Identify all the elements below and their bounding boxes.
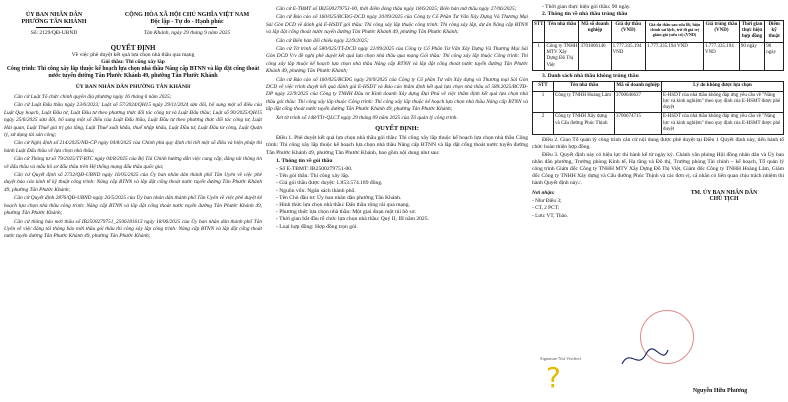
table-header-cell: Điểm kỹ thuật (765, 20, 784, 42)
table-cell: 1.777.335.194 VND (703, 42, 739, 70)
recipient-item: - CT, 2 PCT; (532, 205, 559, 212)
signature-block (664, 190, 784, 220)
table-header-cell: Mã số doanh nghiệp (615, 82, 662, 91)
table-cell: 2 (533, 113, 554, 135)
table-row (533, 42, 784, 70)
table-cell: 3700674715 (615, 113, 662, 135)
legal-basis-paragraph: Căn cứ E-TBMT số IB2500279751-00, thời điểm đóng thầu ngày 18/6/2025; Biên bản mở thầu ngày 27/06/2025; (276, 6, 517, 12)
bid-package-name: Gói thầu: Thi công xây lắp (101, 59, 165, 65)
article-2: Điều 2. Giao Tổ quản lý công trình căn cứ nội dung được phê duyệt tại Điều 1 Quyết định này, tiến hành tổ chức hoàn thiện hợp đồng. (532, 137, 784, 151)
bid-info-item: - Tên Chủ đầu tư: Ủy ban nhân dân phường Tân Khánh. (276, 194, 402, 201)
table-row (533, 113, 784, 135)
section-losers-heading: 3. Danh sách nhà thầu không trúng thầu (542, 72, 639, 79)
table-header-cell: Giá trúng thầu (VND) (703, 20, 739, 42)
table-header-cell: Mã số doanh nghiệp (579, 20, 611, 42)
legal-basis-paragraph: Căn cứ thông báo mời thầu số IB2500279751_2506181613 ngày 18/06/2025 của Ủy ban nhân dân thành phố Tân Uyên về việc đăng tải thông báo mời thầu gói thầu thi công xây lắp công trình: Nâng cấp BTNN và lắp đặt cống thoát nước tuyến đường Tân Phước Khánh 49, phường Tân Phước Khánh; (4, 218, 262, 240)
bid-info-item: - Thời gian bắt đầu tổ chức lựa chọn nhà thầu: Quý II, III năm 2025. (276, 216, 429, 223)
legal-basis-paragraph: Căn cứ Biên bản đối chiếu ngày 22/9/2025; (276, 37, 369, 44)
document-subject: Về việc phê duyệt kết quả lựa chọn nhà thầu qua mạng (71, 52, 195, 58)
table-cell: 1.777.335.194 VND (611, 42, 646, 70)
table-cell: E-HSDT của nhà thầu không đáp ứng yêu cầu về "Năng lực và kinh nghiệm" theo quy định của E-HSMT được phê duyệt (662, 91, 784, 113)
motto-underline (157, 27, 217, 28)
document-date: Tân Khánh, ngày 29 tháng 9 năm 2025 (143, 30, 231, 36)
authority-heading: ỦY BAN NHÂN DÂN PHƯỜNG TÂN KHÁNH (75, 84, 191, 90)
signer-name: Nguyễn Hữu Phương (692, 388, 748, 394)
column-left (4, 0, 262, 402)
table-cell: Công ty TNHH Hoàng Lâm (554, 91, 615, 113)
legal-basis-paragraph: Căn cứ Báo cáo số 160/025/BCĐG ngày 20/9/2025 của Công ty Cổ phần Tư vấn Xây dựng và Thương mại Sài Gòn DCD về việc trình duyệt kết quả đánh giá E-HSDT và Báo cáo thẩm định kết quả lựa chọn nhà thầu số 589.2025/BCTĐ-DP ngày 22/9/2025 của Công ty TNHH Đầu tư Kinh doanh Xây dựng Đại Phú về việc thẩm định kết quả lựa chọn nhà thầu gói thầu: Thi công xây lắp thuộc Công trình: Thi công xây lắp thuộc kế hoạch lựa chọn nhà thầu Nâng cấp BTNN và lắp đặt cống thoát nước tuyến đường Tân Phước Khánh 49, phường Tân Phước Khánh; (266, 76, 528, 113)
bid-info-item: - Tên gói thầu: Thi công xây lắp. (276, 173, 350, 180)
signature-role: CHỦ TỊCH (709, 196, 739, 203)
signature-on-behalf: TM. ỦY BAN NHÂN DÂN (690, 190, 758, 197)
bid-info-item: - Hình thức lựa chọn nhà thầu: Đấu thầu rộng rãi qua mạng. (276, 201, 410, 208)
table-header-cell: Thời gian thực hiện hợp đồng (739, 20, 764, 42)
table-header-cell: Lý do không được lựa chọn (662, 82, 784, 91)
table-header-row (533, 82, 784, 91)
article-3: Điều 3. Quyết định này có hiệu lực thi hành kể từ ngày ký. Chánh văn phòng Hội đồng nhân dân và Ủy ban nhân dân phường, Trưởng phòng Kinh tế, Hạ tầng và Đô thị, Trưởng phòng Tài chính – kế hoạch, Tổ quản lý công trình Giám đốc Công ty TNHH MTV Xây Dựng Đồ Thị Việt, Giám đốc Công ty TNHH Hoàng Lâm, Giám đốc Công ty TNHH Xây dựng và Cấu đường Phúc Thịnh và các đơn vị, cá nhân có liên quan chịu trách nhiệm thi hành Quyết định này./. (532, 152, 784, 187)
decides-heading: QUYẾT ĐỊNH: (375, 125, 419, 133)
question-mark-icon (540, 361, 576, 391)
table-cell: Công ty TNHH MTV Xây Dựng Đồ Thị Việt (545, 42, 579, 70)
issuing-agency (4, 12, 104, 28)
article-1: Điều 1. Phê duyệt kết quả lựa chọn nhà thầu gói thầu: Thi công xây lắp thuộc kế hoạch lựa chọn nhà thầu Công trình: Thi công xây lắp thuộc kế hoạch lựa chọn nhà thầu Nâng cấp BTNN và lắp đặt cống thoát nước tuyến đường Tân Phước Khánh 49, phường Tân Phước Khánh, bao gồm nội dung như sau: (266, 135, 528, 156)
table-header-cell: Tên nhà thầu (554, 82, 615, 91)
agency-line-2: PHƯỜNG TÂN KHÁNH (21, 19, 87, 25)
table-header-cell: Giá dự thầu (VND) (611, 20, 646, 42)
bid-info-item: - Giá gói thầu được duyệt: 1.853.574.189 đồng. (276, 180, 383, 187)
table-cell: 1.777.335.194 VND (646, 42, 704, 70)
column-middle (266, 0, 528, 402)
table-header-cell: STT (533, 20, 545, 42)
document-header (4, 12, 262, 28)
section-bid-info-heading: 1. Thông tin về gói thầu (276, 157, 333, 164)
table-header-cell: Giá dự thầu sau sửa lỗi, hiệu chỉnh sai lệch, trừ đi giá trị giảm giá (nếu có) (VND) (646, 20, 704, 42)
number-date-row (4, 30, 262, 36)
bid-info-item: - Nguồn vốn: Ngân sách thành phố. (276, 187, 356, 194)
legal-basis-paragraph: Căn cứ Luật Tổ chức chính quyền địa phương ngày 16 tháng 6 năm 2025; (14, 94, 172, 100)
document-title: QUYẾT ĐỊNH (110, 44, 156, 52)
table-cell: 3701806146 (579, 42, 611, 70)
project-name: Công trình: Thi công xây lắp thuộc kế hoạch lựa chọn nhà thầu Nâng cấp BTNN và lắp đặt cống thoát nước tuyến đường Tân Phước Khánh 49, phường Tân Phước Khánh (6, 66, 260, 79)
legal-basis-paragraph: Căn cứ Nghị định số 214/2025/NĐ-CP ngày 04/8/2025 của Chính phủ quy định chi tiết một số điều và biện pháp thi hành Luật Đấu thầu về lựa chọn nhà thầu; (4, 140, 262, 154)
nation-line-1: CỘNG HÒA XÃ HỘI CHỦ NGHĨA VIỆT NAM (124, 12, 250, 18)
recipients-block (532, 190, 622, 220)
legal-basis-list (4, 94, 262, 241)
legal-basis-paragraph: Căn cứ Quyết định số 2732/QĐ-UBND ngày 16/05/2025 của Ủy ban nhân dân thành phố Tân Uyên về việc phê duyệt báo cáo kinh tế kỹ thuật công trình: Nâng cấp BTNN và lắp đặt cống thoát nước tuyến đường Tân Phước Khánh 49, phường Tân Phước Khánh; (4, 172, 262, 193)
table-header-cell: STT (533, 82, 554, 91)
legal-basis-paragraph: Căn cứ Luật Đấu thầu ngày 23/6/2023; Luật số 57/2024/QH15 ngày 29/11/2024 sửa đổi, bổ sung một số điều của Luật Quy hoạch, Luật Đầu tư, Luật Đầu tư theo phương thức đối tác công tư và Luật Đấu thầu; Luật số 90/2025/QH15 ngày 25/6/2025 sửa đổi, bổ sung một số điều của Luật Đấu thầu, Luật Đầu tư theo phương thức đối tác công tư, Luật Hải quan, Luật Thuế giá trị gia tăng, Luật Thuế xuất khẩu, thuế nhập khẩu, Luật Đầu tư, Luật Đầu tư công, Luật Quản lý, sử dụng tài sản công; (4, 102, 262, 139)
nation-line-2: Độc lập - Tự do - Hạnh phúc (150, 19, 224, 25)
losers-table (532, 81, 784, 135)
svg-text:?: ? (546, 361, 561, 391)
table-cell: 3700646637 (615, 91, 662, 113)
handwritten-signature (618, 344, 672, 372)
recipient-item: - Như Điều 3; (532, 197, 562, 204)
table-cell: 1 (533, 91, 554, 113)
table-row (533, 91, 784, 113)
document-number: Số: 2129/QĐ-UBND (30, 30, 78, 36)
table-cell: Công ty TNHH Xây dựng và Cấu đường Phúc Thịnh (554, 113, 615, 135)
table-header-row (533, 20, 784, 42)
legal-basis-paragraph: Căn cứ Thông tư số 79/2025/TT-BTC ngày 04/8/2025 của Bộ Tài Chính hướng dẫn việc cung cấp, đăng tải thông tin về đấu thầu và mẫu hồ sơ đấu thầu trên Hệ thống mạng đấu thầu quốc gia; (4, 156, 262, 170)
winner-table (532, 20, 784, 71)
contract-duration: - Thời gian thực hiện gói thầu: 90 ngày. (542, 4, 631, 10)
agency-line-1: ỦY BAN NHÂN DÂN (25, 12, 83, 18)
table-cell: E-HSDT của nhà thầu không đáp ứng yêu cầu về "Năng lực và kinh nghiệm" theo quy định của E-HSMT được phê duyệt (662, 113, 784, 135)
bid-info-item: - Số E-TBMT: IB2500279751-00. (276, 165, 353, 172)
recipients-label: Nơi nhận: (532, 190, 555, 197)
legal-basis-paragraph: Căn cứ Báo cáo số 160/025/BCĐG-DCD ngày 20/09/2025 của Công ty Cổ Phần Tư Vấn Xây Dựng Và Thương Mại Sài Gòn DCD về đánh giá E-HSDT gói thầu: Thi công xây lắp thuộc công trình: Thi công xây lắp, dự án Nâng cấp BTNN và lắp đặt cống thoát nước tuyến đường Tân Phước Khánh 49, phường Tân Phước Khánh; (266, 14, 528, 36)
table-cell: 90 ngày (765, 42, 784, 70)
bid-info-item: - Phương thức lựa chọn nhà thầu: Một giai đoạn một túi hồ sơ. (276, 209, 416, 216)
table-header-cell: Tên nhà thầu (545, 20, 579, 42)
bid-info-list (266, 166, 528, 231)
legal-basis-paragraph: Căn cứ Quyết định 2876/QĐ-UBND ngày 26/5/2025 của Ủy ban nhân dân thành phố Tân Uyên về việc phê duyệt kế hoạch lựa chọn nhà thầu công trình: Nâng cấp BTNN và lắp đặt cống thoát nước tuyến đường Tân Phước Khánh 49, phường Tân Phước Khánh; (4, 195, 262, 217)
agency-underline (36, 27, 72, 28)
table-cell: 1 (533, 42, 545, 70)
national-motto (112, 12, 262, 28)
table-cell: 90 ngày (739, 42, 764, 70)
digital-signature-box (540, 356, 600, 400)
section-winner-heading: 2. Thông tin về nhà thầu trúng thầu (542, 11, 628, 18)
signature-not-verified-label: Signature Not Verified (540, 356, 581, 361)
legal-basis-paragraph: Căn cứ Tờ trình số 580/025/TT-DCD ngày 22/09/2025 của Công ty Cổ Phần Tư Vấn Xây Dựng Và Thương Mại Sài Gòn DCD V/v đề nghị phê duyệt kết quả lựa chọn nhà thầu qua mạng Gói thầu: Thi công xây lắp thuộc Công trình: Thi công xây lắp thuộc kế hoạch lựa chọn nhà thầu Nâng cấp BTNN và lắp đặt cống thoát nước tuyến đường Tân Phước Khánh 49, phường Tân Phước Khánh; (266, 46, 528, 75)
legal-basis-paragraph: Xét tờ trình số 148/TTr-QLCT ngày 29 tháng 09 năm 2025 của Tổ quản lý công trình. (276, 114, 458, 121)
bid-info-item: - Loại hợp đồng: Hợp đồng trọn gói. (276, 223, 358, 230)
legal-basis-continued (266, 6, 528, 122)
recipient-item: - Lưu: VT, Thảo. (532, 212, 568, 219)
